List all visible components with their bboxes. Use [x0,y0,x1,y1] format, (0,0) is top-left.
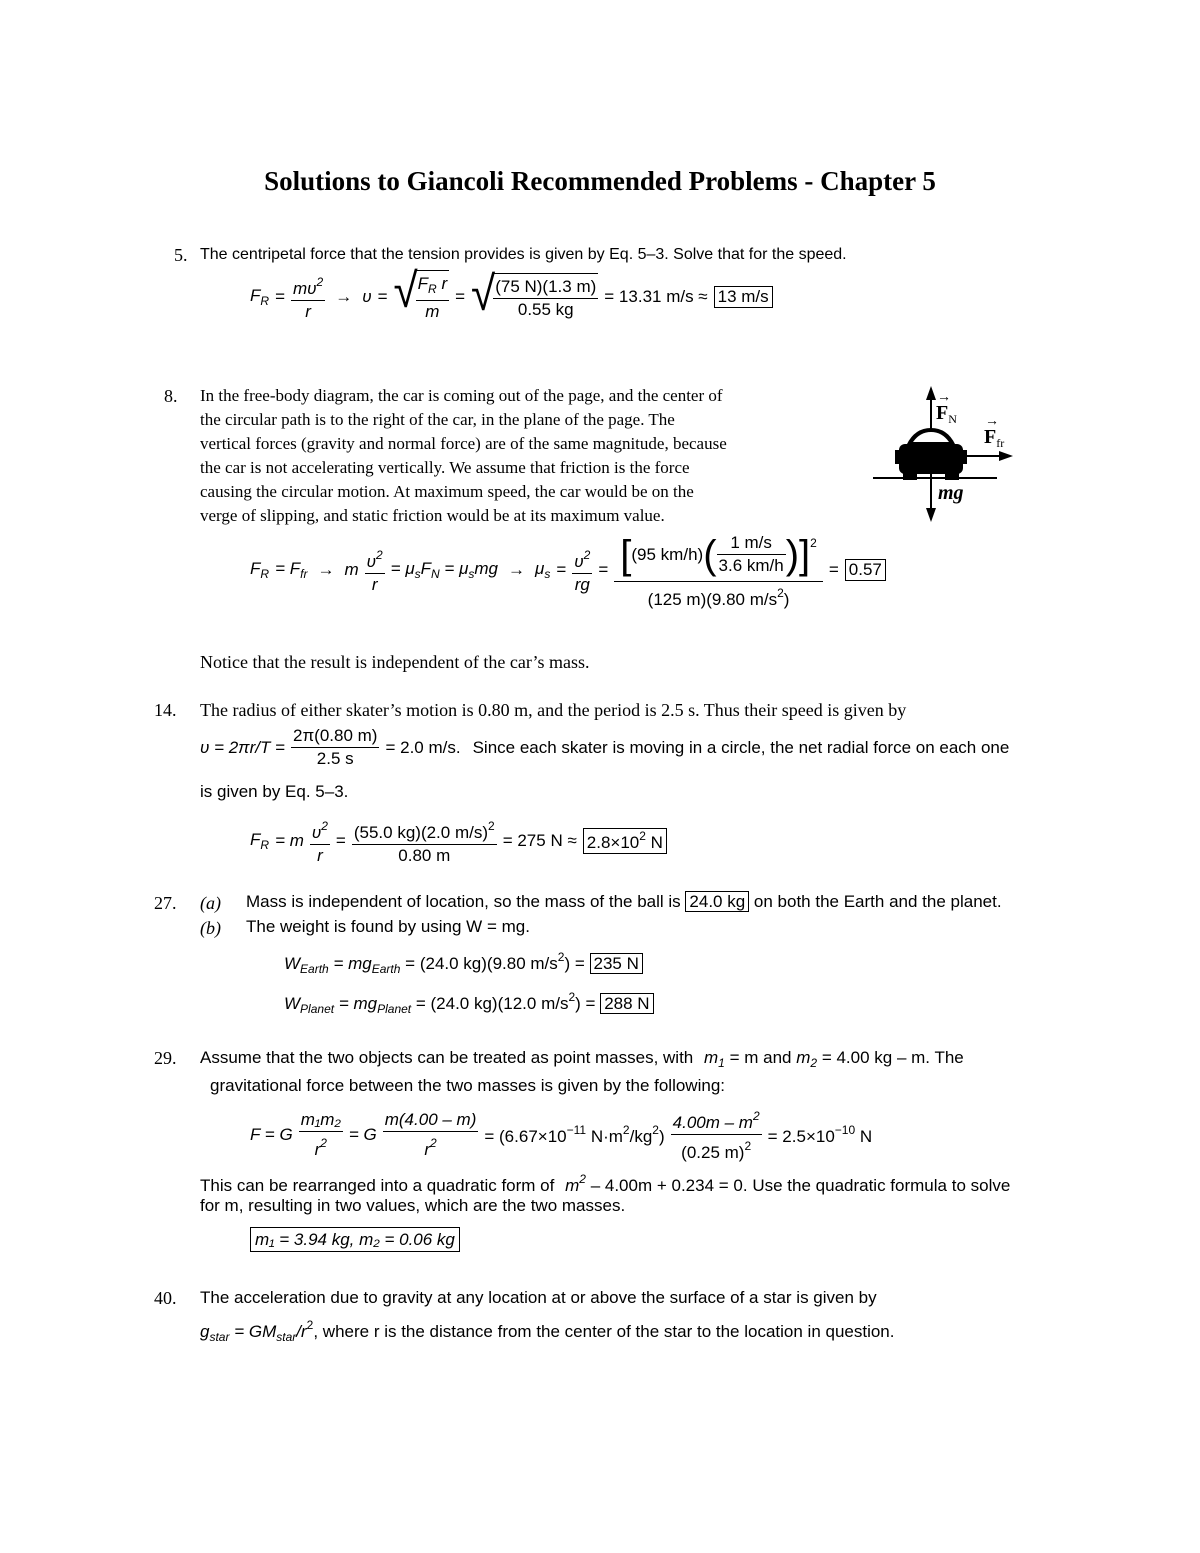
gravity-arrowhead [926,508,936,522]
problem-8-number: 8. [164,386,178,406]
problem-29-answer-row [250,1230,460,1250]
page-title: Solutions to Giancoli Recommended Problems - Chapter 5 [264,166,936,196]
fraction: $\frac{m\upsilon^2}{r}$ [291,271,325,323]
large-fraction: [ (95 km/h) ( $\frac{1 m/s}{3.6 km/h}$ ) ] 2 (125 m)(9.80 $m/s^2$) [614,528,823,611]
gravity-force-label: mg [938,482,964,504]
problem-14-line-1: The radius of either skater’s motion is 0.80 m, and the period is 2.5 s. Thus their speed is given by [200,700,907,720]
problem-29-line-2: gravitational force between the two masses is given by the following: [210,1076,725,1095]
problem-5-text: The centripetal force that the tension provides is given by Eq. 5–3. Solve that for the speed. [200,246,847,263]
problem-27-part-a-label: (a) [200,893,221,913]
problem-27-answer-earth: 235 N [590,953,643,974]
square-root: √ $\frac{(75 N)(1.3 m)}{0.55 kg}$ [471,266,597,321]
problem-40-line-2: $g_{star} = GM_{star}/r^2$, where r is the distance from the center of the star to the location in question. [200,1318,895,1344]
problem-14-line-3: is given by Eq. 5–3. [200,782,349,801]
problem-14-answer: $2.8\times 10^2$ N [583,828,667,854]
problem-29-answer: m₁ = 3.94 kg, m₂ = 0.06 kg [250,1227,460,1252]
friction-force-arrowhead [999,451,1013,461]
problem-29-line-1: Assume that the two objects can be treated as point masses, with $m_1 = m$ and $m_2 = 4.00$ kg – m. The [200,1048,964,1070]
problem-5-number: 5. [174,245,188,265]
problem-27-answer-planet: 288 N [600,993,653,1014]
problem-29-equation: F = G $\frac{\text{m₁m₂}}{r^2}$ = G $\frac{m(4.00 - m)}{r^2}$ = ($6.67\times 10^{-11}$ $N\cdot m^2/kg^2$) $\frac{4.00m - m^2}{(0.25 m)^2}$ = $2.5\times 10^{-10}$ N [250,1105,872,1164]
problem-5-equation: $F_R$ = $\frac{m\upsilon^2}{r}$ → υ = √ $\frac{F_R r}{m}$ = √ $\frac{(75 N)(1.3 m)}{0.55 kg}$ = 13.31 m/s ≈ 13 m/s [250,270,773,323]
problem-29-line-3: This can be rearranged into a quadratic form of $m^2 - 4.00m + 0.234 = 0$. Use the quadratic formula to solve [200,1172,1011,1195]
normal-force-arrowhead [926,386,936,400]
fraction: $\frac{\upsilon^2}{rg}$ [572,544,592,596]
fraction: $\frac{\upsilon^2}{r}$ [365,544,385,596]
normal-force-label: → $F_N$ [936,390,957,426]
problem-8-answer: 0.57 [845,559,886,581]
problem-29-number: 29. [154,1048,177,1068]
problem-8-equation: $F_R$ = $F_{fr}$ → m $\frac{\upsilon^2}{r}$ = $\mu_sF_N = \mu_smg$ → $\mu_s$ = $\frac{\upsilon^2}{rg}$ = [ (95 km/h) ( $\frac{1 m/s}{3.6 km/h}$ ) ] 2 (125 m)(9.80 $m/s^2$) = 0.57 [250,528,886,611]
problem-5-answer: 13 m/s [714,286,773,308]
problem-40-number: 40. [154,1288,177,1308]
problem-14-equation: $F_R$ = m $\frac{\upsilon^2}{r}$ = $\frac{(55.0 kg)(2.0 m/s)^2}{0.80 m}$ = 275 N ≈ $2.8\times 10^2$ N [250,815,667,867]
problem-27-part-a-text: Mass is independent of location, so the mass of the ball is 24.0 kg on both the Earth and the planet. [246,892,1002,911]
problem-8-note: Notice that the result is independent of the car’s mass. [200,652,590,672]
problem-27-planet-equation: $W_{Planet} = mg_{Planet} = (24.0$ kg)(12.0 $m/s^2) = 288$ N [284,990,654,1016]
problem-27-number: 27. [154,893,177,913]
problem-27-part-b-text: The weight is found by using W = mg. [246,917,530,936]
friction-force-label: → $F_{fr}$ [984,414,1005,450]
square-root: √ $\frac{F_R r}{m}$ [393,264,448,321]
problem-8-text: In the free-body diagram, the car is coming out of the page, and the center of the circular path is to the right of the car, in the plane of the page. The vertical forces (gravity and normal force) are of the same magnitude, because the car is not accelerating vertically. We assume that friction is the force causing the circular motion. At maximum speed, the car would be on the verge of slipping, and static friction would be at its maximum value. [200,386,727,525]
problem-14-number: 14. [154,700,177,720]
problem-40-line-1: The acceleration due to gravity at any location at or above the surface of a star is given by [200,1288,877,1307]
car-icon [895,428,967,480]
problem-29-line-4: for m, resulting in two values, which are the two masses. [200,1196,626,1215]
problem-27-part-b-label: (b) [200,918,221,938]
problem-27-answer-a: 24.0 kg [685,891,749,912]
problem-27-earth-equation: $W_{Earth} = mg_{Earth} = (24.0$ kg)(9.80 $m/s^2) = 235$ N [284,950,643,976]
problem-14-speed-equation: υ = 2πr/T = $\frac{2\pi(0.80 m)}{2.5 s}$ = 2.0 m/s. Since each skater is moving in a circle, the net radial force on each one [200,726,1010,768]
